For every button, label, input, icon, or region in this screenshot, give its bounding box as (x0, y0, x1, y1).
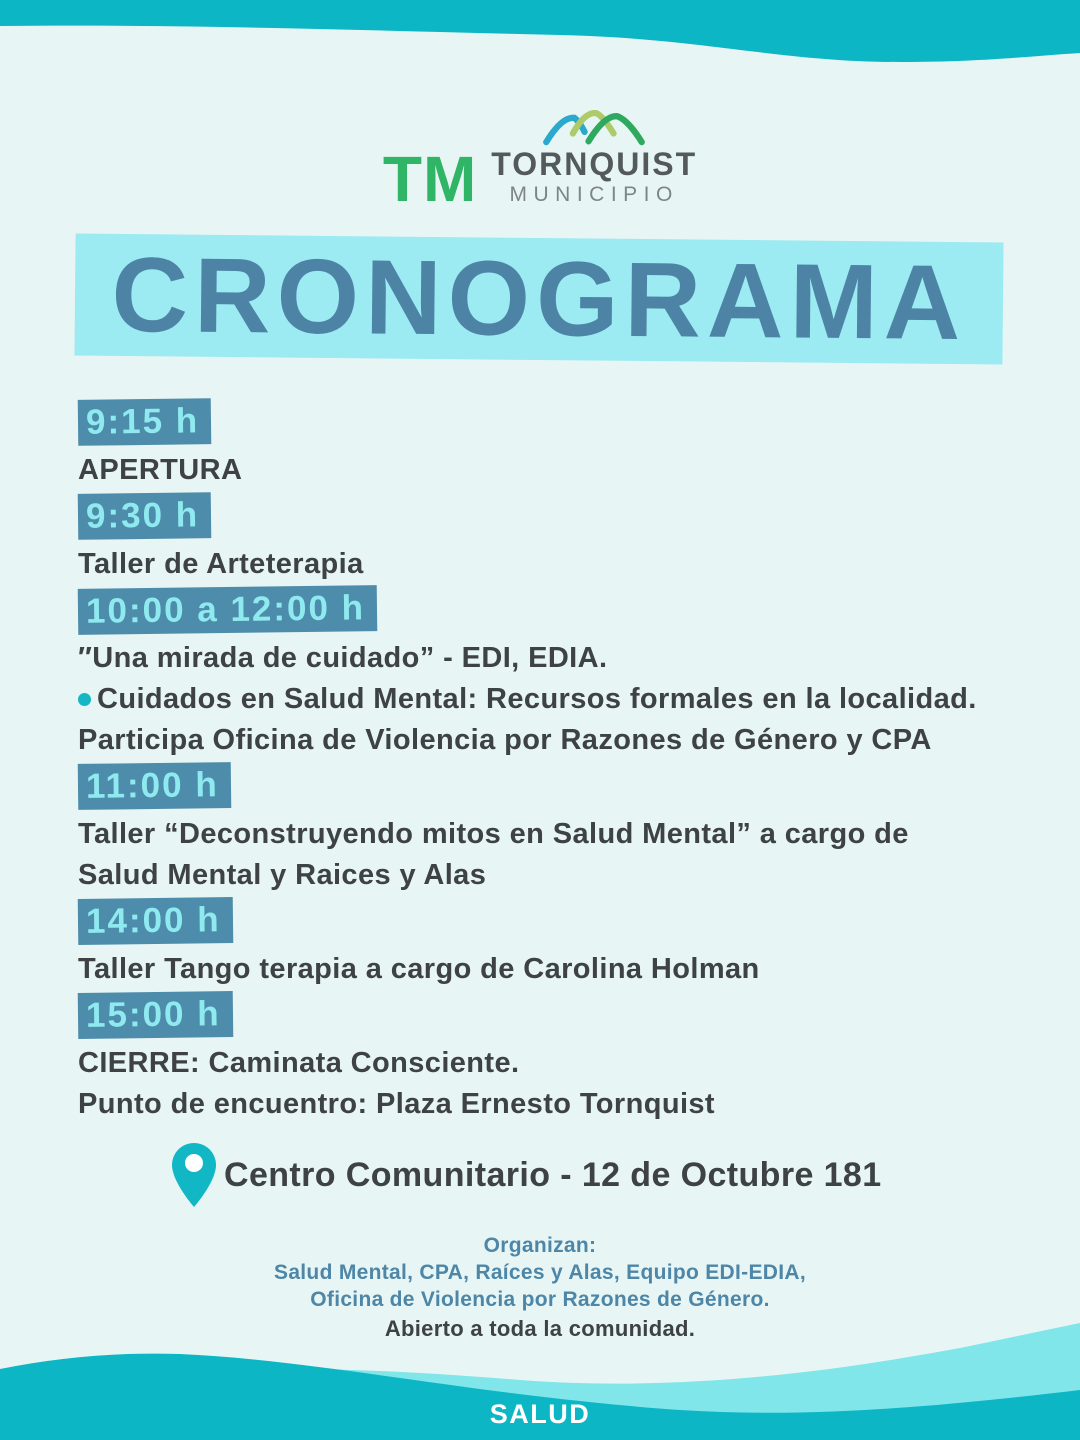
title-banner (74, 234, 1003, 365)
municipality-logo (0, 110, 1080, 216)
open-community-note: Abierto a toda la comunidad. (384, 1316, 696, 1341)
item-lines (78, 638, 1028, 761)
schedule (78, 399, 1028, 1127)
time-badge: 15:00 h (78, 991, 233, 1039)
schedule-line: APERTURA (78, 454, 243, 486)
time-badge: 9:15 h (78, 398, 212, 446)
location-row (172, 1142, 882, 1208)
schedule-line: Punto de encuentro: Plaza Ernesto Tornquist (78, 1088, 715, 1120)
footer-category-label: SALUD (489, 1399, 591, 1429)
schedule-item (78, 587, 1028, 761)
schedule-line: Taller Tango terapia a cargo de Carolina Holman (78, 953, 760, 985)
item-lines (78, 450, 1028, 491)
schedule-item (78, 898, 1028, 990)
schedule-item (78, 992, 1028, 1125)
schedule-line: Salud Mental y Raices y Alas (78, 859, 487, 891)
schedule-line: Cuidados en Salud Mental: Recursos formales en la localidad. (78, 679, 1028, 720)
schedule-line: Taller de Arteterapia (78, 548, 364, 580)
organizers-line: Salud Mental, CPA, Raíces y Alas, Equipo EDI-EDIA, (274, 1261, 806, 1284)
logo-monogram: TM (382, 143, 478, 216)
map-pin-icon (172, 1142, 216, 1208)
schedule-line: Participa Oficina de Violencia por Razones de Género y CPA (78, 724, 932, 756)
organizers-label: Organizan: (483, 1234, 597, 1257)
item-lines (78, 544, 1028, 585)
organizers-line: Oficina de Violencia por Razones de Género. (310, 1288, 770, 1311)
logo-name: TORNQUIST (491, 146, 698, 182)
time-badge: 14:00 h (78, 897, 233, 945)
schedule-line: Taller “Deconstruyendo mitos en Salud Mental” a cargo de (78, 818, 909, 850)
item-lines (78, 814, 1028, 896)
schedule-item (78, 763, 1028, 896)
time-badge: 11:00 h (78, 762, 231, 810)
time-badge: 9:30 h (78, 492, 212, 540)
item-lines (78, 949, 1028, 990)
item-lines (78, 1043, 1028, 1125)
time-badge: 10:00 a 12:00 h (78, 585, 378, 635)
mountains-icon (542, 110, 646, 146)
schedule-line: ″Una mirada de cuidado” - EDI, EDIA. (78, 642, 608, 674)
page-title: CRONOGRAMA (110, 235, 968, 363)
top-wave-decoration (0, 0, 1080, 70)
location-text: Centro Comunitario - 12 de Octubre 181 (224, 1155, 882, 1194)
logo-subtitle: MUNICIPIO (509, 182, 679, 206)
bullet-dot (78, 693, 91, 706)
schedule-line: CIERRE: Caminata Consciente. (78, 1047, 520, 1079)
schedule-item (78, 399, 1028, 491)
schedule-item (78, 493, 1028, 585)
